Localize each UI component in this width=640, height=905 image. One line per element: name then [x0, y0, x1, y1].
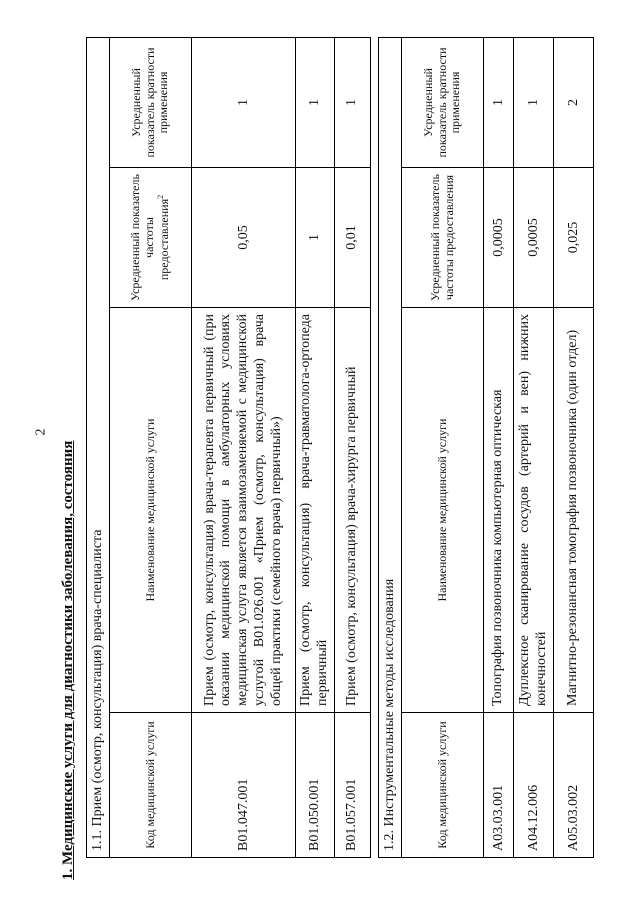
- table-subtitle-row: [379, 37, 402, 857]
- service-frequency: 0,025: [554, 168, 594, 308]
- table-row: [296, 37, 335, 857]
- service-multiplicity: 1: [514, 37, 554, 167]
- service-code: A03.03.001: [484, 713, 514, 858]
- table-row: [192, 37, 296, 857]
- service-code: A05.03.002: [554, 713, 594, 858]
- table-row: [514, 37, 554, 857]
- service-name: Прием (осмотр, консультация) врача-хирурга первичный: [334, 308, 370, 713]
- service-code: B01.047.001: [192, 713, 296, 858]
- table-instrumental-methods: [378, 37, 594, 858]
- table-row: [554, 37, 594, 857]
- service-name: Дуплексное сканирование сосудов (артерий и вен) нижних конечностей: [514, 308, 554, 713]
- service-frequency: 1: [296, 168, 335, 308]
- header-name: Наименование медицинской услуги: [402, 308, 484, 713]
- header-row: [402, 37, 484, 857]
- table-subtitle: 1.2. Инструментальные методы исследования: [379, 37, 402, 857]
- service-multiplicity: 1: [484, 37, 514, 167]
- header-multiplicity: Усредненный показатель кратности применения: [110, 37, 192, 167]
- service-frequency: 0,01: [334, 168, 370, 308]
- service-frequency: 0,0005: [514, 168, 554, 308]
- table-subtitle: 1.1. Прием (осмотр, консультация) врача-специалиста: [87, 37, 110, 857]
- service-code: A04.12.006: [514, 713, 554, 858]
- service-code: B01.050.001: [296, 713, 335, 858]
- service-code: B01.057.001: [334, 713, 370, 858]
- header-code: Код медицинской услуги: [110, 713, 192, 858]
- service-frequency: 0,0005: [484, 168, 514, 308]
- service-name: Прием (осмотр, консультация) врача-травматолога-ортопеда первичный: [296, 308, 335, 713]
- header-frequency: Усредненный показатель частоты предоставления: [402, 168, 484, 308]
- service-multiplicity: 1: [296, 37, 335, 167]
- header-row: [110, 37, 192, 857]
- service-multiplicity: 1: [334, 37, 370, 167]
- footnote-mark: 2: [156, 194, 166, 199]
- header-name: Наименование медицинской услуги: [110, 308, 192, 713]
- service-frequency: 0,05: [192, 168, 296, 308]
- table-row: [484, 37, 514, 857]
- table-subtitle-row: [87, 37, 110, 857]
- page-number: 2: [33, 428, 49, 436]
- header-frequency: Усредненный показатель частоты предоставления$^2$: [110, 168, 192, 308]
- service-multiplicity: 2: [554, 37, 594, 167]
- header-multiplicity: Усредненный показатель кратности применения: [402, 37, 484, 167]
- service-name: Магнитно-резонансная томография позвоночника (один отдел): [554, 308, 594, 713]
- service-multiplicity: 1: [192, 37, 296, 167]
- service-name: Прием (осмотр, консультация) врача-терапевта первичный (при оказании медицинской помощи в амбулаторных условиях медицинская услуга является взаимозаменяемой с медицинской услугой B01.026.001 «Прием (осмотр, консультация) врача общей практики (семейного врача) первичный»): [192, 308, 296, 713]
- table-row: [334, 37, 370, 857]
- section-title: 1. Медицинские услуги для диагностики заболевания, состояния: [60, 440, 76, 880]
- rotated-page-content: [60, 30, 610, 880]
- header-code: Код медицинской услуги: [402, 713, 484, 858]
- service-name: Топография позвоночника компьютерная оптическая: [484, 308, 514, 713]
- table-consultations: [86, 37, 371, 858]
